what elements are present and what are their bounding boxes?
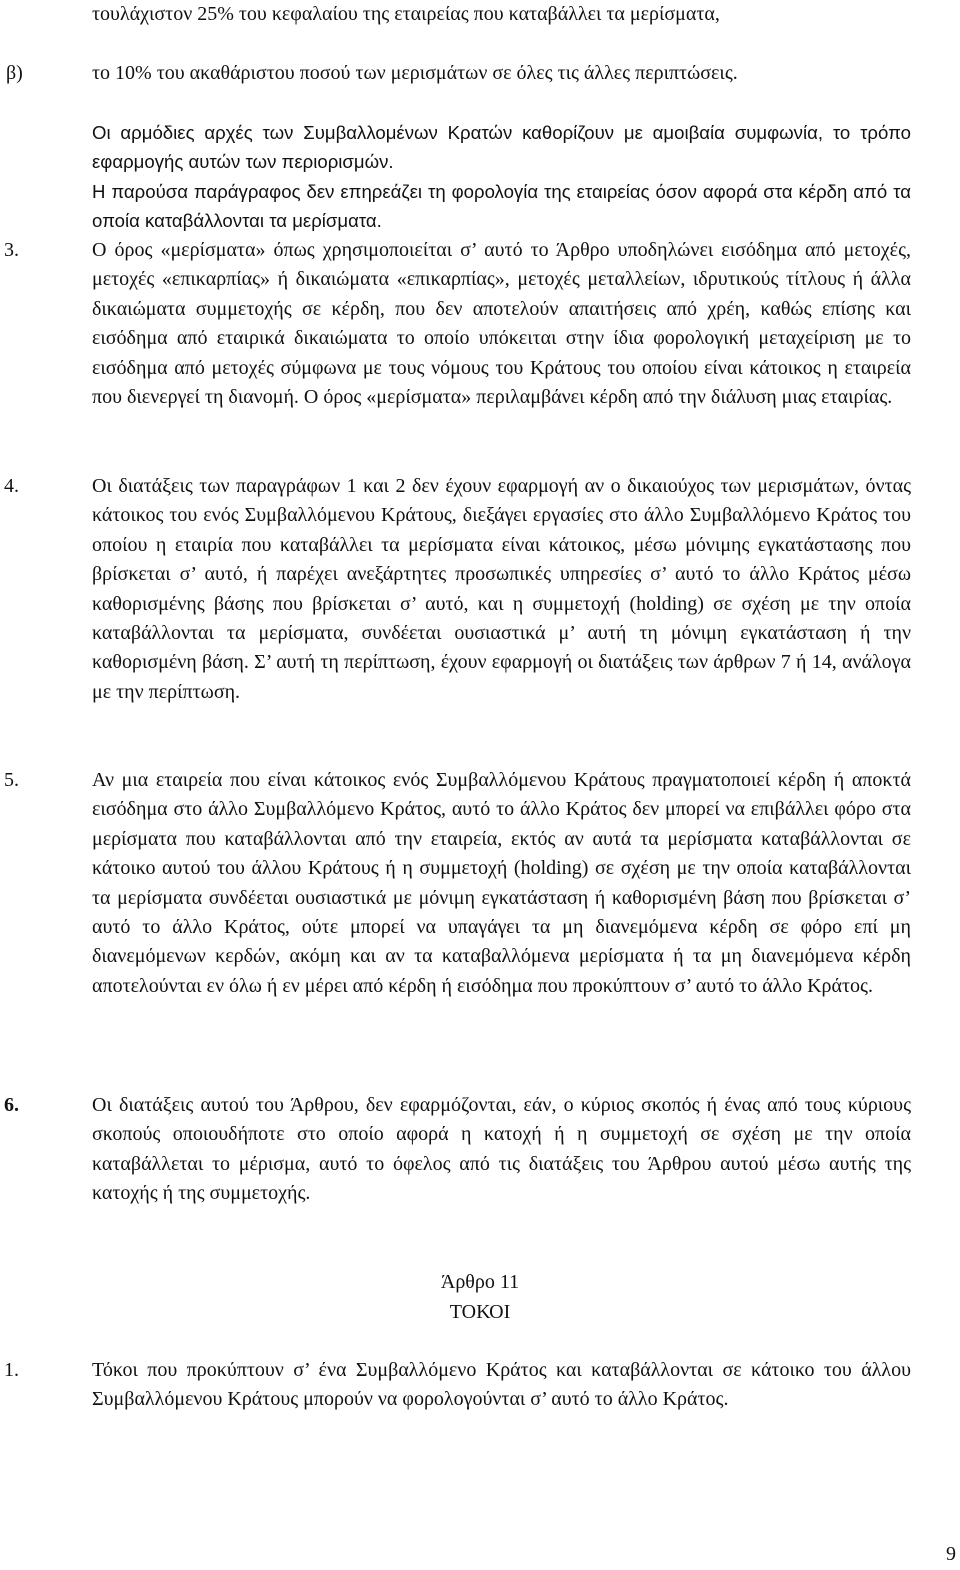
article-title: Άρθρο 11	[440, 1271, 520, 1293]
paragraph-6-number: 6.	[4, 1094, 19, 1116]
paragraph-4-number: 4.	[4, 475, 19, 497]
paragraph-6-text: Οι διατάξεις αυτού του Άρθρου, δεν εφαρμόζονται, εάν, ο κύριος σκοπός ή ένας από τους κύριους σκοπούς οποιουδήποτε στο οποίο αφορά η κατοχή ή η συμμετοχή σε σχέση με την οποία καταβάλλεται το μέρισμα, αυτό το όφελος από τις διατάξεις του Άρθρου αυτού μέσω αυτής της κατοχής ή της συμμετοχής.	[92, 1094, 911, 1205]
item-b-label: β)	[6, 62, 23, 84]
article-subtitle: ΤΟΚΟΙ	[449, 1301, 511, 1323]
company-taxation-text: Η παρούσα παράγραφος δεν επηρεάζει τη φορολογία της εταιρείας όσον αφορά στα κέρδη από τα οποία καταβάλλονται τα μερίσματα.	[92, 181, 911, 232]
fragment-line-a: τουλάχιστον 25% του κεφαλαίου της εταιρείας που καταβάλλει τα μερίσματα,	[92, 3, 720, 25]
paragraph-5-number: 5.	[4, 769, 19, 791]
competent-authorities-text: Οι αρμόδιες αρχές των Συμβαλλομένων Κρατών καθορίζουν με αμοιβαία συμφωνία, το τρόπο εφαρμογής αυτών των περιορισμών.	[92, 122, 911, 173]
paragraph-5-text: Αν μια εταιρεία που είναι κάτοικος ενός Συμβαλλόμενου Κράτους πραγματοποιεί κέρδη ή αποκτά εισόδημα στο άλλο Συμβαλλόμενο Κράτος, αυτό το άλλο Κράτος δεν μπορεί να επιβάλλει φόρο στα μερίσματα που καταβάλλονται από την εταιρεία, εκτός αν αυτά τα μερίσματα καταβάλλονται σε κάτοικο αυτού του άλλου Κράτους ή η συμμετοχή (holding) σε σχέση με την οποία καταβάλλονται τα μερίσματα συνδέεται ουσιαστικά με μόνιμη εγκατάσταση ή καθορισμένη βάση που βρίσκεται σ’ αυτό το άλλο Κράτος, ούτε μπορεί να υπαγάγει τα μη διανεμόμενα κέρδη σε φόρο επί μη διανεμόμενων κερδών, ακόμη και αν τα καταβαλλόμενα μερίσματα ή τα μη διανεμόμενα κέρδη αποτελούνται εν όλω ή εν μέρει από κέρδη ή εισόδημα που προκύπτουν σ’ αυτό το άλλο Κράτος.	[92, 769, 911, 997]
article-11-paragraph-1-text: Τόκοι που προκύπτουν σ’ ένα Συμβαλλόμενο Κράτος και καταβάλλονται σε κάτοικο του άλλου Συμβαλλόμενου Κράτους μπορούν να φορολογούνται σ’ αυτό το άλλο Κράτος.	[92, 1359, 911, 1411]
page-number: 9	[946, 1543, 956, 1565]
paragraph-4-text: Οι διατάξεις των παραγράφων 1 και 2 δεν έχουν εφαρμογή αν ο δικαιούχος των μερισμάτων, όντας κάτοικος του ενός Συμβαλλόμενου Κράτους, διεξάγει εργασίες στο άλλο Συμβαλλόμενο Κράτος του οποίου η εταιρία που καταβάλλει τα μερίσματα είναι κάτοικος, μέσω μόνιμης εγκατάστασης που βρίσκεται σ’ αυτό, ή παρέχει ανεξάρτητες προσωπικές υπηρεσίες σ’ αυτό το άλλο Κράτος μέσω καθορισμένης βάσης που βρίσκεται σ’ αυτό, και η συμμετοχή (holding) σε σχέση με την οποία καταβάλλονται τα μερίσματα, συνδέεται ουσιαστικά μ’ αυτή τη μόνιμη εγκατάσταση ή την καθορισμένη βάση. Σ’ αυτή τη περίπτωση, έχουν εφαρμογή οι διατάξεις των άρθρων 7 ή 14, ανάλογα με την περίπτωση.	[92, 475, 911, 703]
article-11-paragraph-1-number: 1.	[4, 1359, 19, 1381]
paragraph-3-text: Ο όρος «μερίσματα» όπως χρησιμοποιείται σ’ αυτό το Άρθρο υποδηλώνει εισόδημα από μετοχές, μετοχές «επικαρπίας» ή δικαιώματα «επικαρπίας», μετοχές μεταλλείων, ιδρυτικούς τίτλους ή άλλα δικαιώματα συμμετοχής σε κέρδη, που δεν αποτελούν απαιτήσεις από χρέη, καθώς επίσης και εισόδημα από εταιρικά δικαιώματα το οποίο υπόκειται στην ίδια φορολογική μεταχείριση με το εισόδημα από μετοχές σύμφωνα με τους νόμους του Κράτους του οποίου είναι κάτοικος η εταιρεία που διενεργεί τη διανομή. Ο όρος «μερίσματα» περιλαμβάνει κέρδη από την διάλυση μιας εταιρίας.	[92, 239, 911, 409]
item-b-text: το 10% του ακαθάριστου ποσού των μερισμάτων σε όλες τις άλλες περιπτώσεις.	[92, 62, 738, 84]
paragraph-3-number: 3.	[4, 239, 19, 261]
